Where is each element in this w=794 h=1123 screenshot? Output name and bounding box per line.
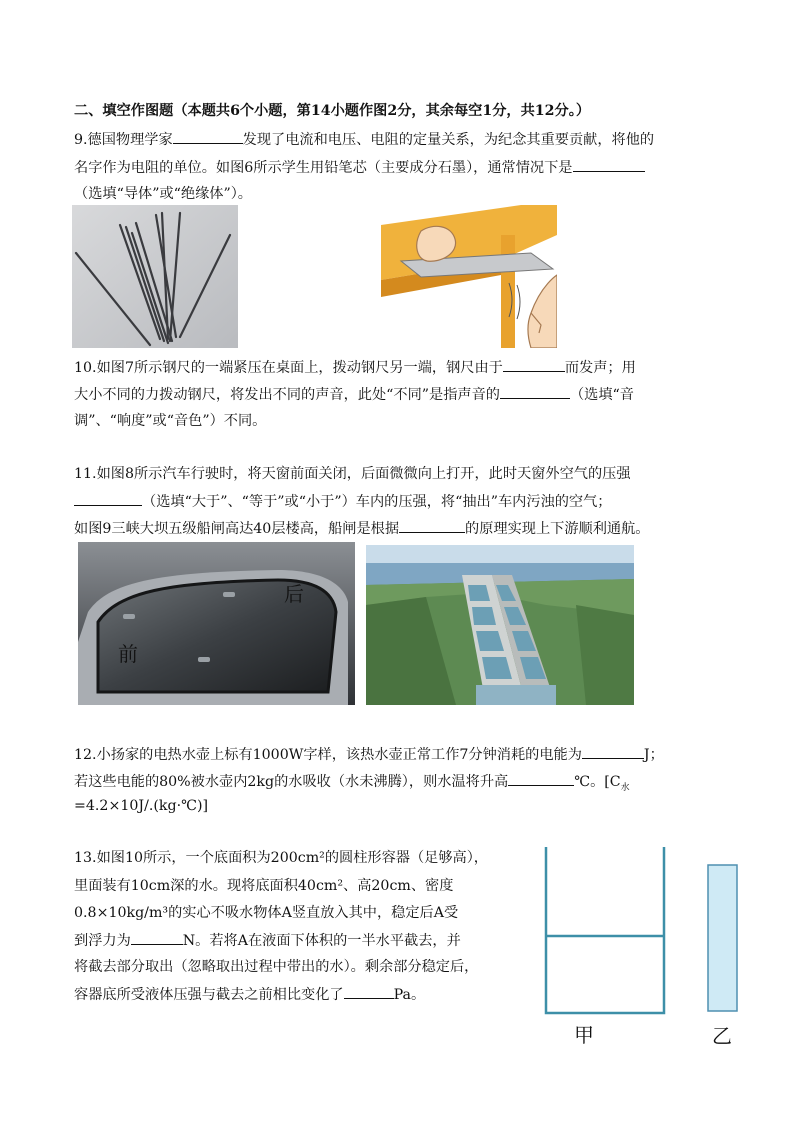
ship-lock-image xyxy=(366,545,634,705)
q9-line-2 xyxy=(74,157,645,178)
answer-blank[interactable] xyxy=(131,930,183,945)
q11-line-3 xyxy=(74,518,649,539)
q10-text: 10.如图7所示钢尺的一端紧压在桌面上，拨动钢尺另一端，钢尺由于 xyxy=(74,360,503,376)
q9-text: 名字作为电阻的单位。如图6所示学生用铅笔芯（主要成分石墨），通常情况下是 xyxy=(74,160,573,176)
q13-line-6 xyxy=(74,984,425,1005)
section-title: 二、填空作图题（本题共6个小题，第14小题作图2分，其余每空1分，共12分。） xyxy=(74,103,591,119)
q9-line-1 xyxy=(74,129,654,150)
q11-text: （选填“大于”、“等于”或“小于”）车内的压强，将“抽出”车内污浊的空气； xyxy=(142,494,612,510)
q12-text: J； xyxy=(643,747,664,763)
q12-subscript: 水 xyxy=(620,782,630,793)
label-back: 后 xyxy=(284,582,304,606)
q10-text: （选填“音 xyxy=(569,387,634,403)
q13-text: 容器底所受液体压强与截去之前相比变化了 xyxy=(74,987,344,1003)
q13-line-2: 里面装有10cm深的水。现将底面积40cm²、高20cm、密度 xyxy=(74,878,454,894)
q12-text: 12.小扬家的电热水壶上标有1000W字样，该热水壶正常工作7分钟消耗的电能为 xyxy=(74,747,582,763)
q12-text: 若这些电能的80%被水壶内2kg的水吸收（水未沸腾），则水温将升高 xyxy=(74,774,509,790)
q13-line-4 xyxy=(74,930,461,951)
q9-text: 发现了电流和电压、电阻的定量关系，为纪念其重要贡献，将他的 xyxy=(242,132,655,148)
q9-text: 9.德国物理学家 xyxy=(74,132,173,148)
q10-line-3: 调”、“响度”或“音色”）不同。 xyxy=(74,413,267,429)
answer-blank[interactable] xyxy=(344,984,394,999)
label-jia: 甲 xyxy=(574,1023,594,1047)
ruler-table-image xyxy=(381,205,557,348)
q13-line-5: 将截去部分取出（忽略取出过程中带出的水）。剩余部分稳定后， xyxy=(74,959,479,975)
q12-line-2 xyxy=(74,771,630,798)
ruler-table-drawing xyxy=(381,205,557,348)
q11-line-2 xyxy=(74,491,611,512)
sunroof-drawing xyxy=(78,542,355,705)
object-a xyxy=(708,865,737,1011)
q9-line-3: （选填“导体”或“绝缘体”）。 xyxy=(74,186,252,202)
container-diagram xyxy=(540,845,750,1020)
q13-text: Pa。 xyxy=(393,987,426,1003)
answer-blank[interactable] xyxy=(173,129,243,144)
sunroof-image xyxy=(78,542,355,705)
label-yi: 乙 xyxy=(712,1024,732,1048)
answer-blank[interactable] xyxy=(503,357,565,372)
q10-line-1 xyxy=(74,357,636,378)
q12-text: ℃。[C xyxy=(574,774,621,790)
ship-lock-drawing xyxy=(366,545,634,705)
label-front: 前 xyxy=(118,642,138,666)
q10-text: 而发声；用 xyxy=(564,360,636,376)
q13-text: N。若将A在液面下体积的一半水平截去，并 xyxy=(182,933,461,949)
answer-blank[interactable] xyxy=(500,384,570,399)
q10-text: 大小不同的力拨动钢尺，将发出不同的声音，此处“不同”是指声音的 xyxy=(74,387,500,403)
pencil-leads-image xyxy=(72,205,238,348)
q12-line-3: =4.2×10J/.(kg·℃)] xyxy=(74,798,209,814)
q13-text: 到浮力为 xyxy=(74,933,131,949)
q13-line-3: 0.8×10kg/m³的实心不吸水物体A竖直放入其中，稳定后A受 xyxy=(74,905,459,921)
q10-line-2 xyxy=(74,384,634,405)
answer-blank[interactable] xyxy=(508,771,574,786)
q13-line-1: 13.如图10所示，一个底面积为200cm²的圆柱形容器（足够高）， xyxy=(74,850,488,866)
pencil-leads-drawing xyxy=(72,205,238,348)
container-outline xyxy=(546,847,664,1013)
answer-blank[interactable] xyxy=(573,157,645,172)
q11-text: 如图9三峡大坝五级船闸高达40层楼高，船闸是根据 xyxy=(74,521,400,537)
answer-blank[interactable] xyxy=(582,744,644,759)
answer-blank[interactable] xyxy=(74,491,142,506)
q11-text: 的原理实现上下游顺利通航。 xyxy=(465,521,650,537)
q12-line-1 xyxy=(74,744,664,765)
answer-blank[interactable] xyxy=(399,518,465,533)
q11-line-1: 11.如图8所示汽车行驶时，将天窗前面关闭，后面微微向上打开，此时天窗外空气的压强 xyxy=(74,466,631,482)
